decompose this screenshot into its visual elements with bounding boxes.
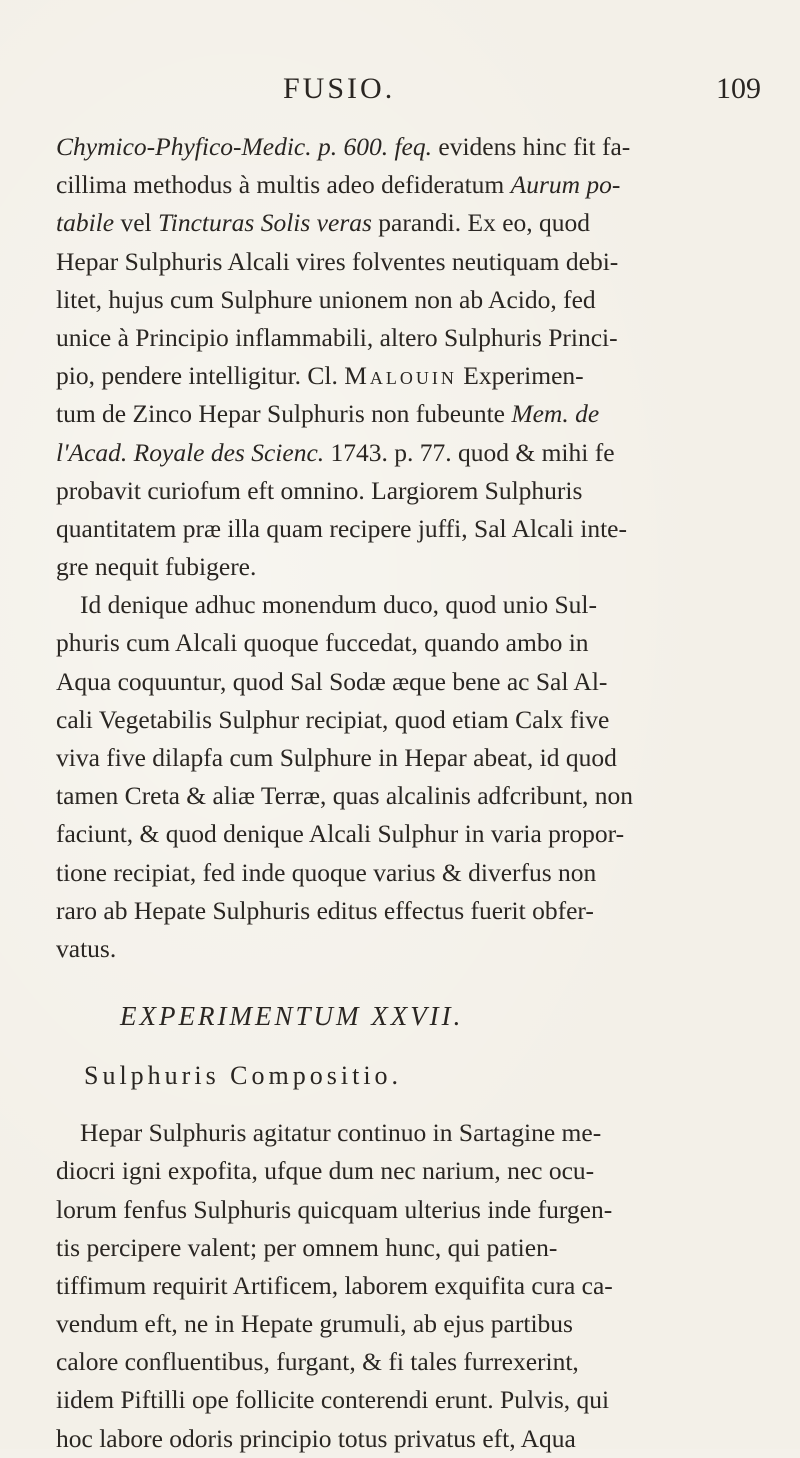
text-line: tis percipere valent; per omnem hunc, qui patien- (56, 1232, 558, 1262)
text-line: iidem Piftilli ope follicite conterendi erunt. Pulvis, qui (56, 1385, 610, 1415)
text-line: quantitatem præ illa quam recipere juffi, Sal Alcali inte- (56, 513, 627, 543)
experiment-subtitle: Sulphuris Compositio. (84, 1061, 403, 1091)
text-line (56, 166, 776, 204)
author-name: Malouin (344, 361, 457, 391)
text-line: gre nequit fubigere. (56, 552, 257, 582)
text-line: cali Vegetabilis Sulphur recipiat, quod etiam Calx five (56, 704, 610, 734)
text-line: tamen Creta & aliæ Terræ, quas alcalinis adfcribunt, non (56, 781, 633, 811)
experiment-title: EXPERIMENTUM XXVII. (120, 1001, 464, 1032)
citation-italic: Chymico-Phyfico-Medic. p. 600. feq. (56, 132, 433, 161)
text-line: Hepar Sulphuris Alcali vires folventes neutiquam debi- (56, 246, 619, 276)
text-line: viva five dilapfa cum Sulphure in Hepar abeat, id quod (56, 743, 617, 772)
text-line: hoc labore odoris principio totus privatus eft, Aqua (56, 1423, 576, 1453)
text-line: phuris cum Alcali quoque fuccedat, quando ambo in (56, 628, 589, 658)
body-text (56, 128, 776, 1458)
text-span: vel (114, 208, 158, 238)
text-line: tione recipiat, fed inde quoque varius & diverfus non (56, 857, 597, 887)
text-line (56, 395, 776, 433)
citation-italic: l'Acad. Royale des Scienc. (56, 437, 325, 467)
text-line (56, 204, 776, 242)
text-line (56, 128, 776, 166)
text-line: vatus. (56, 933, 117, 963)
running-head (0, 72, 800, 112)
text-span: 1743. p. 77. quod & mihi fe (324, 437, 615, 467)
text-line (56, 434, 776, 472)
text-line: raro ab Hepate Sulphuris editus effectus fuerit obfer- (56, 895, 594, 925)
text-span: cillima methodus à multis adeo defideratum (56, 170, 511, 200)
citation-italic: Mem. de (511, 399, 600, 429)
text-line: Hepar Sulphuris agitatur continuo in Sartagine me- (80, 1118, 602, 1148)
text-span: pio, pendere intelligitur. Cl. (56, 361, 345, 391)
text-line: diocri igni expofita, ufque dum nec narium, nec ocu- (56, 1156, 595, 1186)
page-number: 109 (716, 72, 761, 105)
text-line: vendum eft, ne in Hepate grumuli, ab ejus partibus (56, 1309, 573, 1339)
text-line: tiffimum requirit Artificem, laborem exquifita cura ca- (56, 1270, 613, 1300)
emphasis-italic: Aurum po- (510, 170, 621, 200)
text-line: unice à Principio inflammabili, altero Sulphuris Princi- (56, 322, 618, 352)
text-line: faciunt, & quod denique Alcali Sulphur in varia propor- (56, 819, 625, 849)
text-line: Aqua coquuntur, quod Sal Sodæ æque bene ac Sal Al- (56, 666, 608, 696)
text-span: Experimen- (456, 361, 584, 391)
text-line: Id denique adhuc monendum duco, quod unio Sul- (80, 590, 597, 620)
text-line: litet, hujus cum Sulphure unionem non ab Acido, fed (56, 284, 596, 314)
text-line: calore confluentibus, furgant, & fi tales furrexerint, (56, 1347, 579, 1377)
text-line (56, 357, 776, 395)
text-span: evidens hinc fit fa- (432, 132, 631, 161)
text-span: parandi. Ex eo, quod (371, 208, 591, 238)
text-line: lorum fenfus Sulphuris quicquam ulterius inde furgen- (56, 1194, 613, 1224)
text-span: tum de Zinco Hepar Sulphuris non fubeunte (56, 399, 512, 429)
running-title: FUSIO. (283, 72, 396, 105)
emphasis-italic: tabile (56, 208, 115, 238)
emphasis-italic: Tincturas Solis veras (157, 208, 372, 238)
text-line: probavit curiofum eft omnino. Largiorem Sulphuris (56, 475, 583, 505)
